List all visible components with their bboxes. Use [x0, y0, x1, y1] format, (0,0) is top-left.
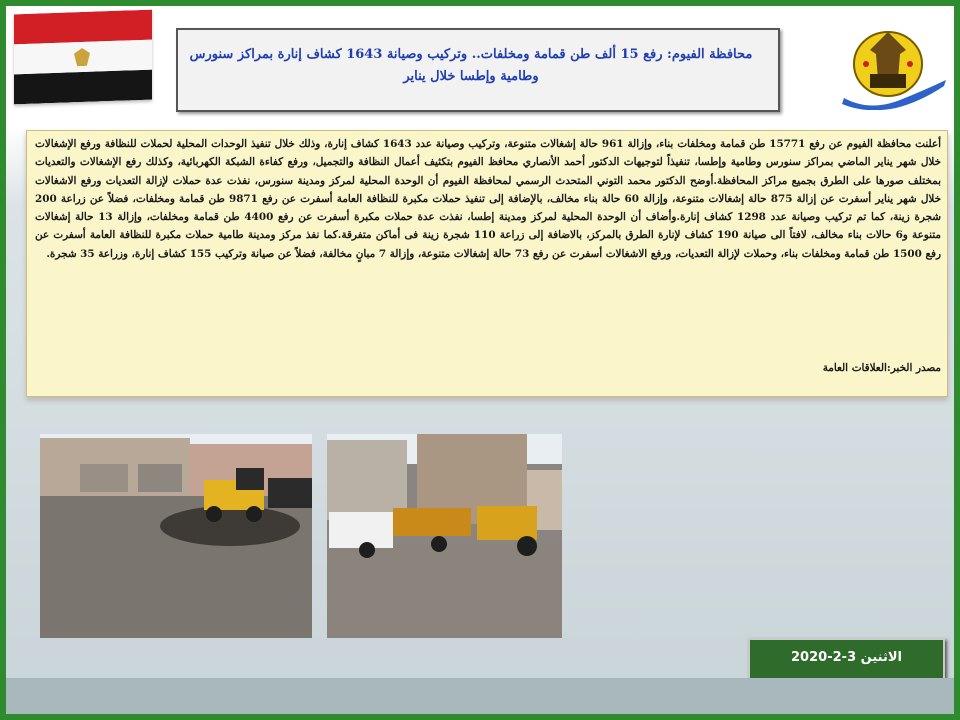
street-cleanup-photo-right [327, 434, 562, 638]
date-badge [748, 638, 945, 680]
bulldozer-wheel [206, 506, 222, 522]
logo-red-dot [863, 61, 869, 67]
egypt-flag-icon [14, 10, 152, 105]
loader-body [477, 506, 537, 540]
white-truck [329, 512, 393, 548]
article-panel [26, 130, 948, 397]
dump-truck-bed [393, 508, 471, 536]
shutter-1 [80, 464, 128, 492]
logo-red-dot-2 [907, 61, 913, 67]
debris-pile [160, 506, 300, 546]
date-label: الاثنين 3-2-2020 [791, 650, 902, 665]
truck-wheel-2 [431, 536, 447, 552]
bulldozer-wheel-2 [246, 506, 262, 522]
truck-wheel [359, 542, 375, 558]
logo-waterwheel [870, 74, 906, 88]
truck-loader-photo [327, 434, 562, 638]
shutter-2 [138, 464, 182, 492]
dark-vehicle [268, 478, 312, 508]
fayoum-governorate-logo-icon [840, 20, 950, 110]
flag-white-band [14, 40, 152, 75]
bulldozer-cab [236, 468, 264, 490]
street-ground [327, 544, 562, 638]
footer-strip [6, 678, 954, 714]
headline-box [176, 28, 780, 112]
flag-red-band [14, 10, 152, 45]
loader-wheel [517, 536, 537, 556]
street-cleanup-photo-left [40, 434, 312, 638]
headline-title: محافظة الفيوم: رفع 15 ألف طن قمامة ومخلفات.. وتركيب وصيانة 1643 كشاف إنارة بمراكز سنورس وطامية وإطسا خلال يناير [189, 47, 753, 84]
article-body: أعلنت محافظة الفيوم عن رفع 15771 طن قمامة ومخلفات بناء، وإزالة 961 حالة إشغالات متنوعة، وتركيب وصيانة عدد 1643 كشاف إنارة، وذلك خلال تنفيذ الوحدات المحلية لحملات للنظافة ورفع الإشغالات خلال شهر يناير الماضي بمراكز سنورس وطامية وإطسا، تنفيذاً لتوجيهات الدكتور أحمد الأنصاري محافظ الفيوم بتكثيف أعمال النظافة والتجميل، ورفع كفاءة الشبكة الكهربائية، وكذلك رفع الإشغالات والتعديات بمختلف صورها على الطرق بجميع مراكز المحافظة.أوضح الدكتور محمد التوني المتحدث الرسمي لمحافظة الفيوم أن الوحدة المحلية لمركز ومدينة سنورس، نفذت عدة حملات لإزالة التعديات ورفع الاشغالات خلال شهر يناير أسفرت عن إزالة 875 حالة إشغالات متنوعة، وإزالة 60 حالة بناء مخالف، بالإضافة إلى تنفيذ حملات مكبرة للنظافة العامة أسفرت عن رفع 9871 طن قمامة ومخلفات، فضلاً عن زراعة 200 شجرة زينة، كما تم تركيب وصيانة عدد 1298 كشاف إنارة.وأضاف أن الوحدة المحلية لمركز ومدينة إطسا، نفذت عدة حملات مكبرة أسفرت عن رفع 4400 طن قمامة ومخلفات، وإزالة 13 حالة إشغالات متنوعة و6 حالات بناء مخالف، لافتاً الى صيانة 190 كشاف لإنارة الطرق بالمركز، بالاضافة إلى زراعة 110 شجرة زينة فى أماكن متفرقة.كما نفذ مركز ومدينة طامية حملات مكبرة للنظافة العامة أسفرت عن رفع 1500 طن قمامة ومخلفات بناء، وحملات لإزالة التعديات، ورفع الاشغالات أسفرت عن رفع 73 حالة إشغالات متنوعة، وإزالة 7 مبانٍ مخالفة، فضلاً عن صيانة وتركيب 155 كشاف إنارة، وزراعة 35 شجرة. [35, 138, 942, 260]
eagle-of-saladin-icon [74, 48, 90, 67]
bulldozer-photo [40, 434, 312, 638]
article-source: مصدر الخبر:العلاقات العامة [822, 362, 941, 374]
flag-black-band [14, 70, 152, 105]
